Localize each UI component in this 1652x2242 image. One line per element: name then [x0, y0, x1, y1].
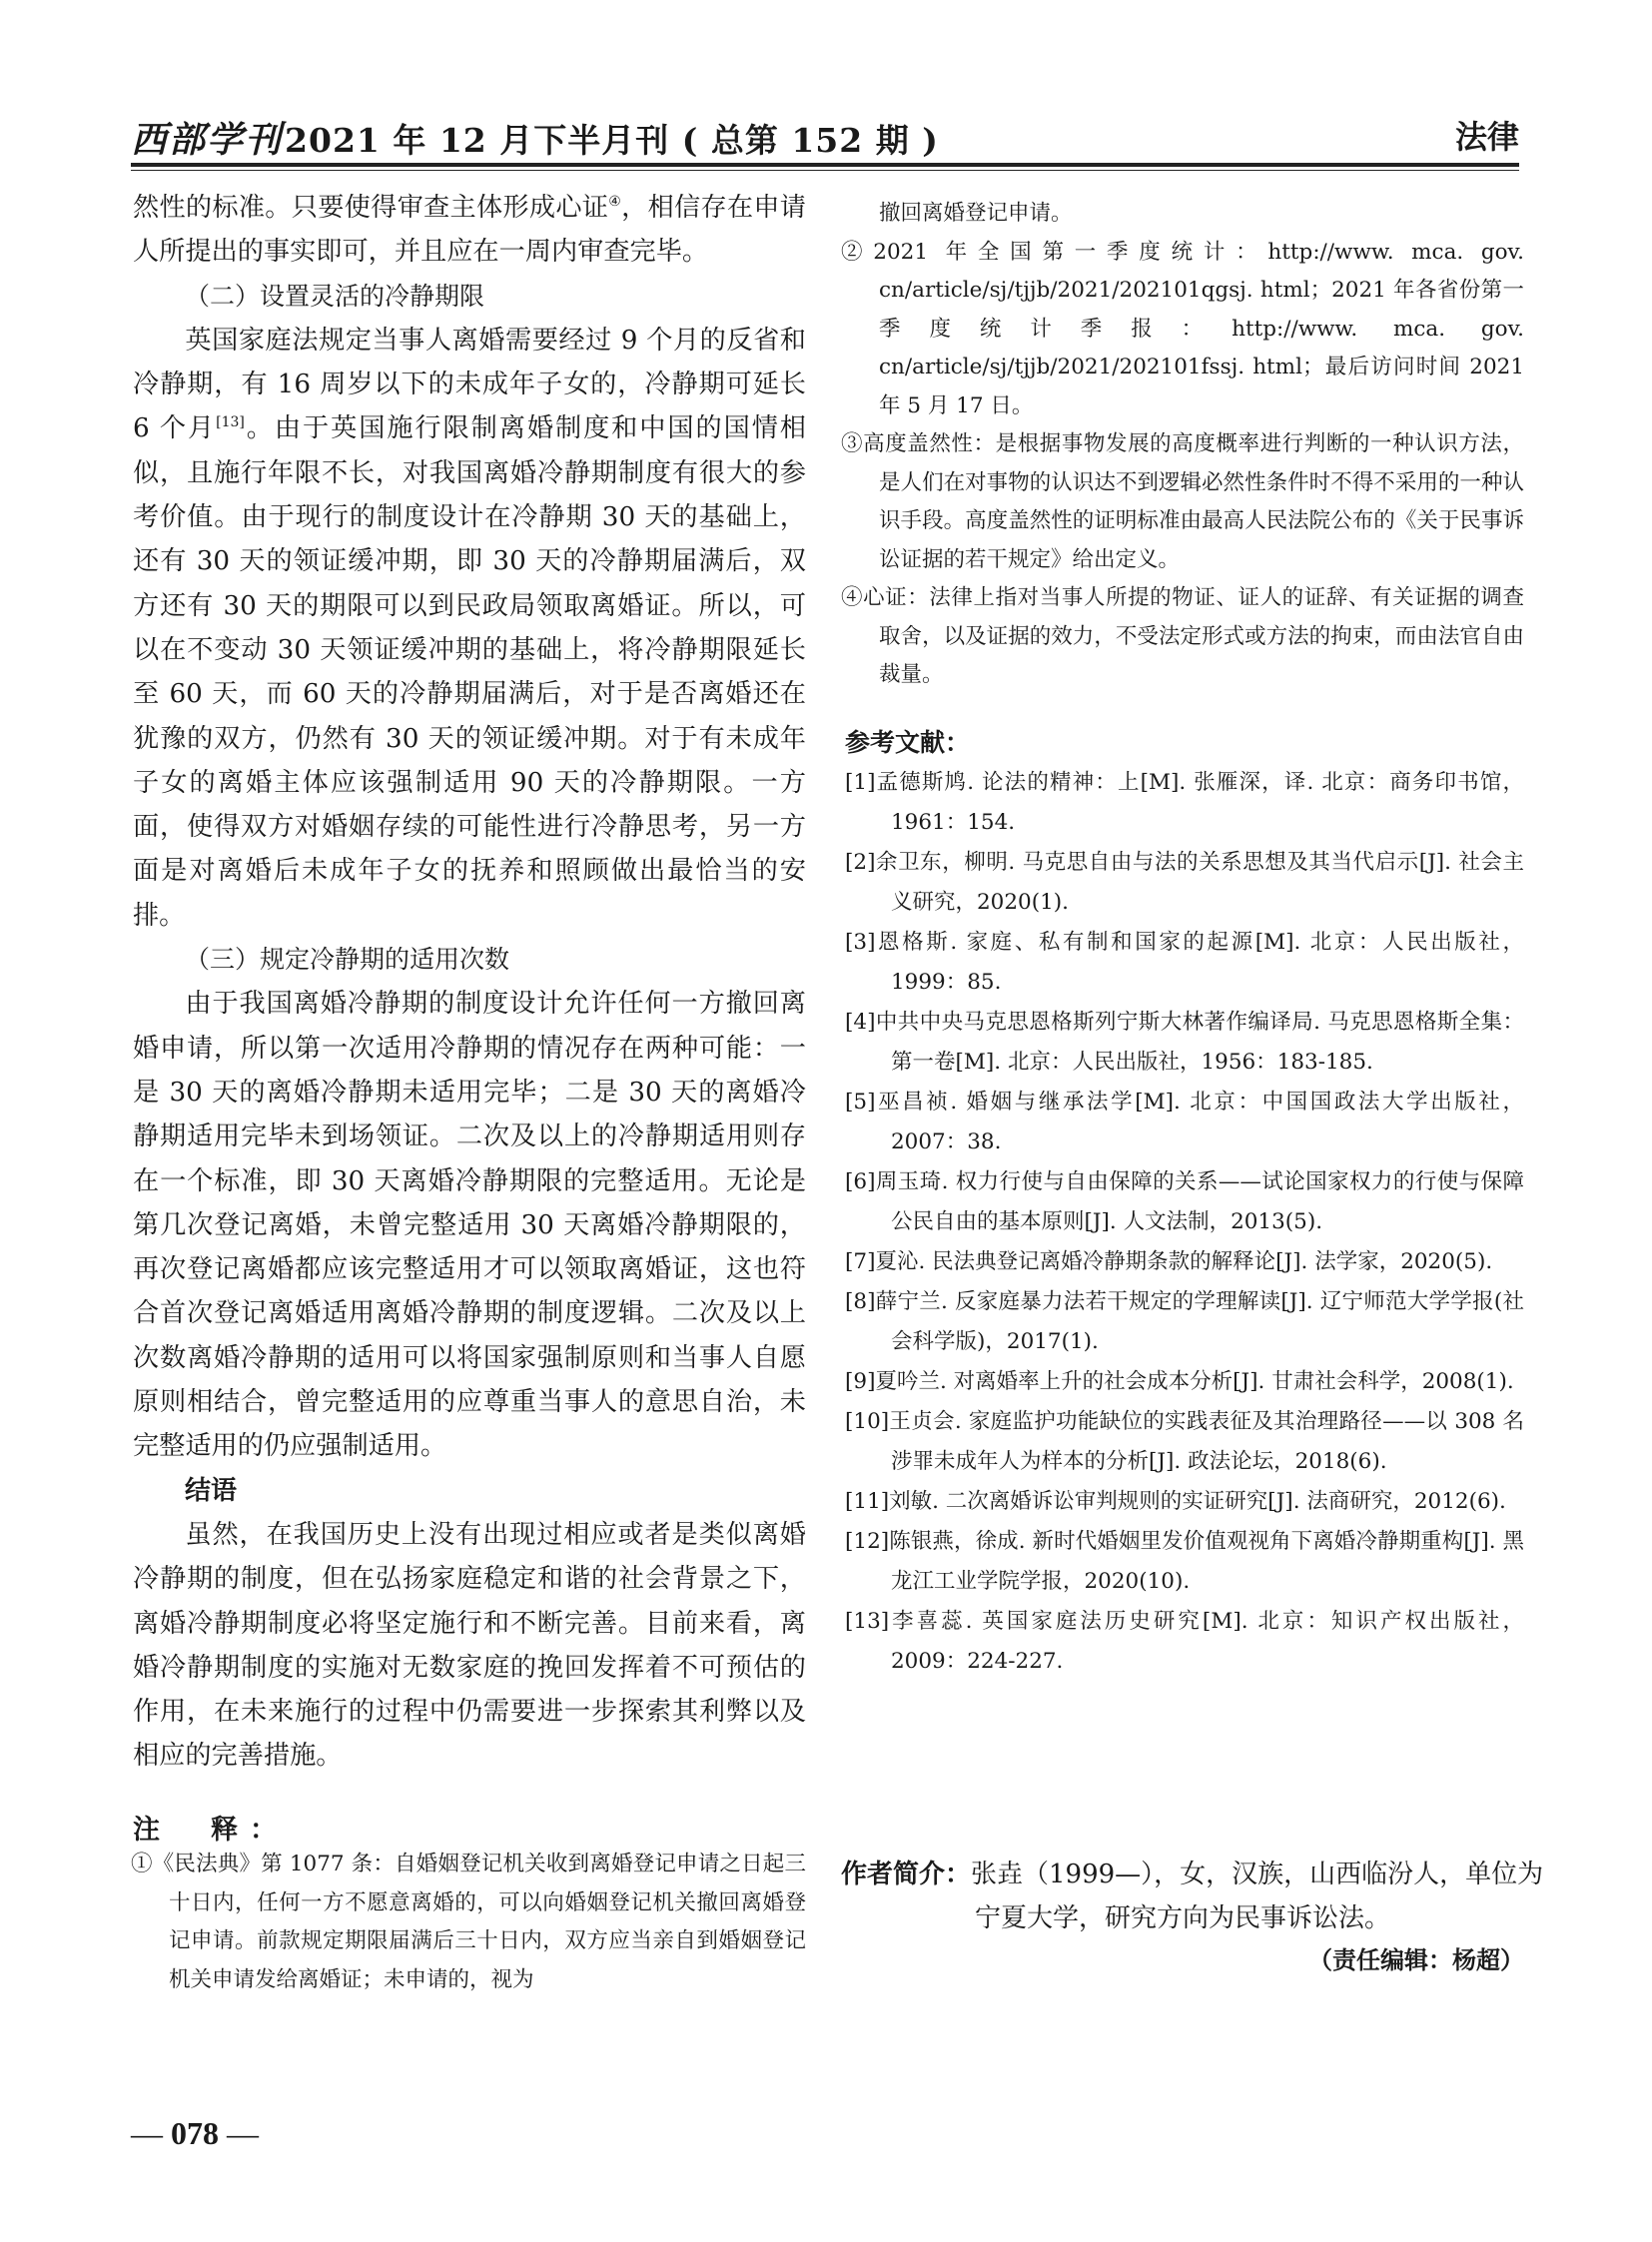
- issue-info: 2021 年 12 月下半月刊 ( 总第 152 期 ): [285, 121, 939, 160]
- footnote: ③高度盖然性：是根据事物发展的高度概率进行判断的一种认识方法，是人们在对事物的认识达不到逻辑必然性条件时不得不采用的一种认识手段。高度盖然性的证明标准由最高人民法院公布的《关于民事诉讼证据的若干规定》给出定义。: [841, 431, 1524, 572]
- notes-continued: [841, 195, 1524, 695]
- paragraph: 由于我国离婚冷静期的制度设计允许任何一方撤回离婚申请，所以第一次适用冷静期的情况存在两种可能：一是 30 天的离婚冷静期未适用完毕；二是 30 天的离婚冷静期适用完毕未到场领证。二次及以上的冷静期适用则存在一个标准，即 30 天离婚冷静期限的完整适用。无论是第几次登记离婚，未曾完整适用 30 天离婚冷静期限的，再次登记离婚都应该完整适用才可以领取离婚证，这也符合首次登记离婚适用离婚冷静期的制度逻辑。二次及以上次数离婚冷静期的适用可以将国家强制原则和当事人自愿原则相结合，曾完整适用的应尊重当事人的意思自治，未完整适用的仍应强制适用。: [133, 989, 806, 1462]
- footnote: ①《民法典》第 1077 条：自婚姻登记机关收到离婚登记申请之日起三十日内，任何一方不愿意离婚的，可以向婚姻登记机关撤回离婚登记申请。前款规定期限届满后三十日内，双方应当亲自到婚姻登记机关申请发给离婚证；未申请的，视为: [131, 1852, 806, 1992]
- references-title: 参考文献：: [845, 728, 971, 757]
- footnote: ④心证：法律上指对当事人所提的物证、证人的证辞、有关证据的调查取舍，以及证据的效力，不受法定形式或方法的拘束，而由法官自由裁量。: [841, 585, 1524, 687]
- reference-item: [11]刘敏. 二次离婚诉讼审判规则的实证研究[J]. 法商研究，2012(6).: [845, 1489, 1506, 1514]
- left-column: [133, 186, 806, 1779]
- page-header: [131, 112, 1519, 161]
- footnote: ②2021 年全国第一季度统计：http://www. mca. gov. cn/article/sj/tjjb/2021/202101qgsj. html；2021 年各省份第一季度统计季报：http://www. mca. gov. cn/article/sj/tjjb/2021/202101fssj. html；最后访问时间 2021 年 5 月 17 日。: [841, 239, 1524, 418]
- conclusion-heading: 结语: [185, 1475, 238, 1506]
- author-label: 作者简介：: [841, 1860, 972, 1889]
- editor-credit: （责任编辑：杨超）: [1308, 1946, 1524, 1974]
- page-number: — 078 —: [131, 2115, 259, 2151]
- subheading: （二）设置灵活的冷静期限: [185, 281, 485, 311]
- header-rule-thin: [131, 170, 1519, 171]
- notes-title: 注 释：: [133, 1815, 289, 1846]
- reference-item: [8]薛宁兰. 反家庭暴力法若干规定的学理解读[J]. 辽宁师范大学学报(社会科学版)，2017(1).: [845, 1289, 1524, 1354]
- reference-item: [9]夏吟兰. 对离婚率上升的社会成本分析[J]. 甘肃社会科学，2008(1).: [845, 1369, 1514, 1394]
- reference-item: [4]中共中央马克思恩格斯列宁斯大林著作编译局. 马克思恩格斯全集：第一卷[M]. 北京：人民出版社，1956：183-185.: [845, 1010, 1524, 1075]
- journal-masthead: [131, 112, 939, 163]
- paragraph: 虽然，在我国历史上没有出现过相应或者是类似离婚冷静期的制度，但在弘扬家庭稳定和谐的社会背景之下，离婚冷静期制度必将坚定施行和不断完善。目前来看，离婚冷静期制度的实施对无数家庭的挽回发挥着不可预估的作用，在未来施行的过程中仍需要进一步探索其利弊以及相应的完善措施。: [133, 1519, 806, 1772]
- reference-item: [1]孟德斯鸠. 论法的精神：上[M]. 张雁深，译. 北京：商务印书馆，1961：154.: [845, 770, 1524, 835]
- subheading: （三）规定冷静期的适用次数: [185, 945, 510, 975]
- paragraph: 然性的标准。只要使得审查主体形成心证④，相信存在申请人所提出的事实即可，并且应在一周内审查完毕。: [133, 193, 806, 268]
- references-list: [845, 763, 1524, 1682]
- reference-item: [12]陈银燕，徐成. 新时代婚姻里发价值观视角下离婚冷静期重构[J]. 黑龙江工业学院学报，2020(10).: [845, 1529, 1524, 1594]
- reference-item: [13]李喜蕊. 英国家庭法历史研究[M]. 北京：知识产权出版社，2009：224-227.: [845, 1609, 1524, 1674]
- reference-item: [6]周玉琦. 权力行使与自由保障的关系——试论国家权力的行使与保障公民自由的基本原则[J]. 人文法制，2013(5).: [845, 1169, 1524, 1234]
- reference-item: [2]余卫东，柳明. 马克思自由与法的关系思想及其当代启示[J]. 社会主义研究，2020(1).: [845, 850, 1524, 915]
- reference-item: [10]王贞会. 家庭监护功能缺位的实践表征及其治理路径——以 308 名涉罪未成年人为样本的分析[J]. 政法论坛，2018(6).: [845, 1409, 1524, 1474]
- author-line: 作者简介：张垚（1999—），女，汉族，山西临汾人，单位为: [841, 1860, 1544, 1889]
- paragraph: 英国家庭法规定当事人离婚需要经过 9 个月的反省和冷静期，有 16 周岁以下的未成年子女的，冷静期可延长 6 个月[13]。由于英国施行限制离婚制度和中国的国情相似，且施行年限不长，对我国离婚冷静期制度有很大的参考价值。由于现行的制度设计在冷静期 30 天的基础上，还有 30 天的领证缓冲期，即 30 天的冷静期届满后，双方还有 30 天的期限可以到民政局领取离婚证。所以，可以在不变动 30 天领证缓冲期的基础上，将冷静期限延长至 60 天，而 60 天的冷静期届满后，对于是否离婚还在犹豫的双方，仍然有 30 天的领证缓冲期。对于有未成年子女的离婚主体应该强制适用 90 天的冷静期限。一方面，使得双方对婚姻存续的可能性进行冷静思考，另一方面是对离婚后未成年子女的抚养和照顾做出最恰当的安排。: [133, 325, 806, 931]
- reference-item: [3]恩格斯. 家庭、私有制和国家的起源[M]. 北京：人民出版社，1999：85.: [845, 930, 1524, 995]
- reference-item: [5]巫昌祯. 婚姻与继承法学[M]. 北京：中国国政法大学出版社，2007：38.: [845, 1090, 1524, 1154]
- header-rule: [131, 163, 1519, 167]
- author-line: 宁夏大学，研究方向为民事诉讼法。: [974, 1903, 1390, 1933]
- note-marker: ④: [608, 194, 622, 210]
- notes-list: [131, 1846, 806, 1999]
- author-bio: [841, 1853, 1544, 1940]
- journal-logo: 西部学刊: [131, 119, 284, 161]
- citation-marker: [13]: [216, 414, 245, 431]
- reference-item: [7]夏沁. 民法典登记离婚冷静期条款的解释论[J]. 法学家，2020(5).: [845, 1249, 1493, 1274]
- footnote-continued: 撤回离婚登记申请。: [879, 201, 1073, 226]
- section-name: 法律: [1454, 118, 1519, 156]
